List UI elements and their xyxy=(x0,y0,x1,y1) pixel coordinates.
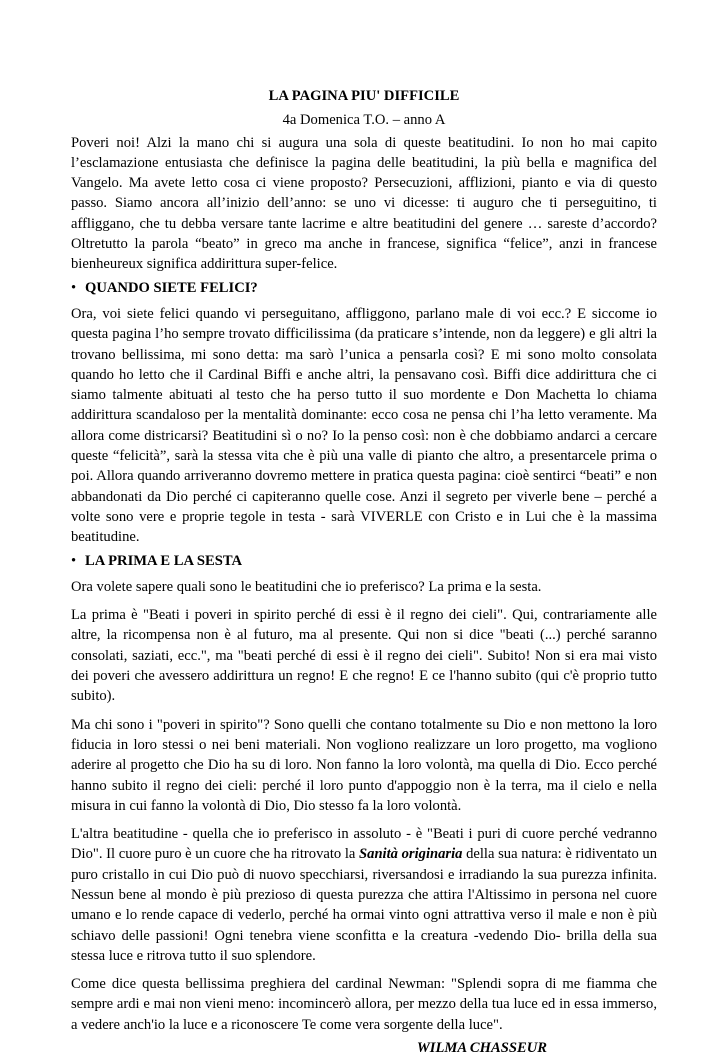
section2-paragraph-3: Ma chi sono i "poveri in spirito"? Sono quelli che contano totalmente su Dio e non mettono la loro fiducia in loro stessi o nei beni materiali. Non vogliono realizzare un loro progetto, ma vogliono aderire al progetto che Dio ha su di loro. Non fanno la loro volontà, ma quella di Dio. Ecco perché hanno subito il regno dei cieli: perché il loro punto d'appoggio non è la terra, ma il cielo e nella misura in cui fanno la volontà di Dio, Dio stesso fa la loro volontà. xyxy=(71,716,657,814)
section2-paragraph-2: La prima è "Beati i poveri in spirito perché di essi è il regno dei cieli". Qui, contrariamente alle altre, la ricompensa non è al futuro, ma al presente. Qui non si dice "beati (...) perché saranno consolati, saziati, ecc.", ma "beati perché di essi è il regno dei cieli". Subito! Non si era mai visto dei poveri che avessero addirittura un regno! E che regno! E ce l'hanno subito (qui c'è proprio tutto subito). xyxy=(71,607,657,705)
section-heading-la-prima-e-la-sesta xyxy=(71,551,657,571)
section1-paragraph: Ora, voi siete felici quando vi perseguitano, affliggono, parlano male di voi ecc.? E siccome io questa pagina l’ho sempre trovato difficilissima (da praticare s’intende, non da leggere) e gli altri la trovano bellissima, mi sono detta: ma sarò l’unica a pensarla così? E mi sono molto consolata quando ho letto che il Cardinal Biffi e anche altri, la pensavano così. Biffi dice addirittura che ci siamo talmente abituati al testo che ha perso tutto il suo mordente e Don Machetta lo chiama addirittura scandaloso per la mentalità dominante: ecco cosa ne pensa chi l’ha letto veramente. Ma allora come districarsi? Beatitudini sì o no? Io la penso così: non è che dobbiamo andarci a cercare queste “felicità”, sarà la stessa vita che è più una valle di pianto che altro, a presentarcele prima o poi. Allora quando arriveranno dovremo mettere in pratica questa pagina: cioè sentirci “beati” e non abbandonati da Dio perché ci capiteranno quelle cose. Anzi il segreto per viverle bene – perché a volte sono vere e proprie tegole in testa - sarà VIVERLE con Cristo e in Lui che è la massima beatitudine. xyxy=(71,305,657,546)
section2-paragraph-5: Come dice questa bellissima preghiera del cardinal Newman: "Splendi sopra di me fiamma che sempre ardi e mai non vieni meno: incomincerò allora, per mezzo della tua luce ed in essa immerso, a vedere anch'io la luce e a riconoscere Te come vera sorgente della luce". xyxy=(71,976,657,1033)
emphasis-text: Sanità originaria xyxy=(359,846,463,863)
section2-paragraph-1: Ora volete sapere quali sono le beatitudini che io preferisco? La prima e la sesta. xyxy=(71,578,542,595)
bullet-icon: • xyxy=(71,279,77,296)
section-heading-text: LA PRIMA E LA SESTA xyxy=(85,552,243,569)
section-heading-quando-siete-felici xyxy=(71,278,657,298)
section-heading-text: QUANDO SIETE FELICI? xyxy=(85,279,258,296)
document-page xyxy=(71,86,657,1058)
intro-paragraph: Poveri noi! Alzi la mano chi si augura una sola di queste beatitudini. Io non ho mai capito l’esclamazione entusiasta che definisce la pagina delle beatitudini, la più bella e magnifica del Vangelo. Ma avete letto cosa ci viene proposto? Persecuzioni, afflizioni, pianto e via di questo passo. Siamo ancora all’inizio dell’anno: se uno vi dicesse: ti auguro che ti perseguitino, ti affliggano, che tu debba versare tante lacrime e altre beatitudini del genere … sareste d’accordo? Oltretutto la parola “beato” in greco ma anche in francese, significa “felice”, anzi in francese bienheureux significa addirittura super-felice. xyxy=(71,134,657,273)
author-signature: WILMA CHASSEUR xyxy=(416,1040,547,1057)
document-subtitle: 4a Domenica T.O. – anno A xyxy=(282,112,446,129)
paragraph-text: della sua natura: è ridiventato un puro cristallo in cui Dio può di nuovo specchiarsi, riversandosi e irradiando la sua purezza infinita. Nessun bene al mondo è più prezioso di questa purezza che attira l'Altissimo in persona nel cuore umano e lo rende capace di vederlo, perché ha ormai vinto ogni attrattiva verso il male e non è più schiavo delle passioni! Ogni tenebra viene sconfitta e la creatura -vedendo Dio- brilla della sua stessa luce e ritrova tutto il suo splendore. xyxy=(71,846,657,964)
document-title: LA PAGINA PIU' DIFFICILE xyxy=(268,88,460,104)
bullet-icon: • xyxy=(71,552,77,569)
paragraph-text: L'altra beatitudine - quella che io preferisco in assoluto - è "Beati i puri di cuore perché vedranno Dio". Il cuore puro è un cuore che ha ritrovato la xyxy=(71,826,657,863)
section2-paragraph-4 xyxy=(71,824,657,966)
